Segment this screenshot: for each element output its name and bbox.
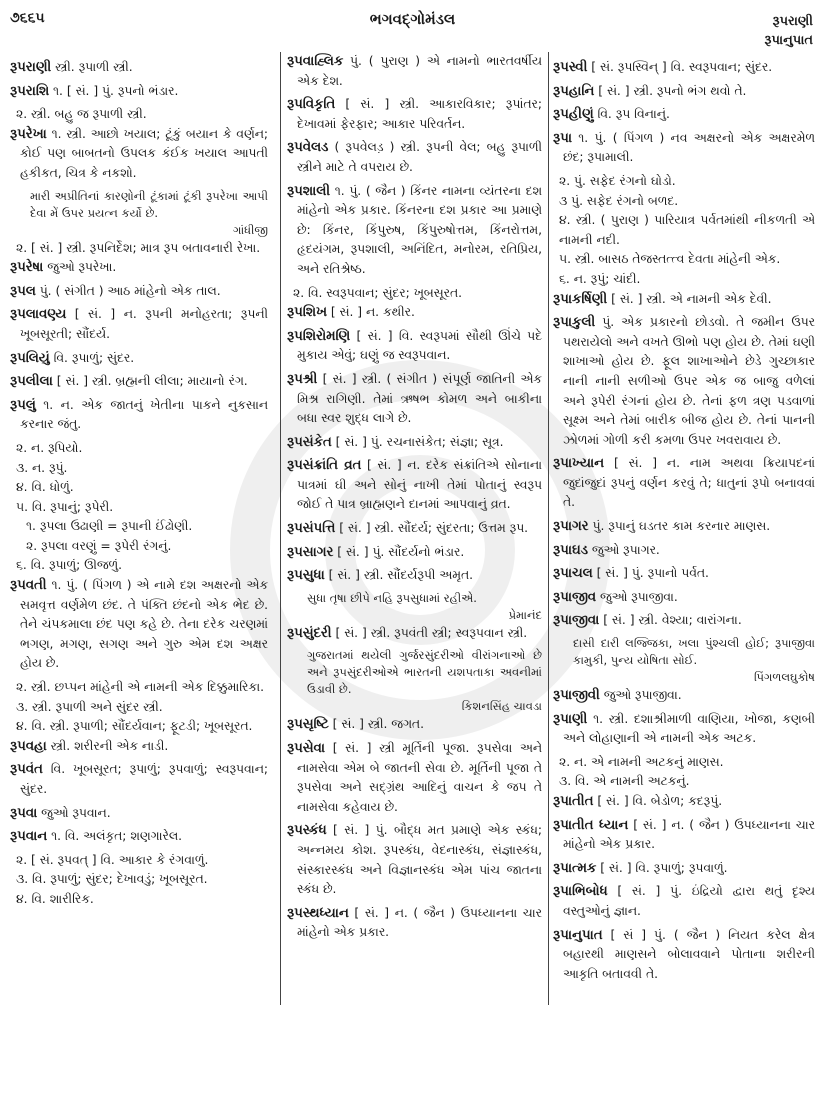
definition: [ સં ] પું. ( જૈન ) નિયત કરેલ ક્ષેત્ર બહારથી માણસને બોલાવવાને પોતાના શરીરની આકૃતિ બતાવવી તે. xyxy=(563,927,815,981)
column-2 xyxy=(280,52,549,1005)
sub-definition: ૩. સ્ત્રી. રૂપાળી અને સુંદર સ્ત્રી. xyxy=(16,699,163,714)
definition: ૧. સ્ત્રી. આછો ખયાલ; ટૂંકું બયાન કે વર્ણન; કોઈ પણ બાબતનો ઉપલક કંઈક ખયાલ આપતી હકીકત, ચિત્ર કે નકશો. xyxy=(20,126,268,180)
dictionary-entry xyxy=(10,827,268,847)
quote-attribution: ગાંધીજી xyxy=(232,222,268,237)
definition: જુઓ રૂપાજીવા. xyxy=(599,589,678,604)
dictionary-entry xyxy=(287,138,542,177)
headword: રૂપાજીવી xyxy=(553,688,600,704)
dictionary-entry xyxy=(553,517,815,537)
dictionary-entry xyxy=(287,52,542,91)
dictionary-entry xyxy=(553,129,815,168)
definition: [ સં. ] સ્ત્રી. આકારવિકાર; રૂપાંતર; દેખાવમાં ફેરફાર; આકાર પરિવર્તન. xyxy=(297,97,542,131)
definition: [ સં. ] સ્ત્રી. વેશ્યા; વારાંગના. xyxy=(603,613,742,628)
dictionary-entry xyxy=(10,305,268,344)
sub-definition: ૬. વિ. રૂપાળું; ઊજળું. xyxy=(16,558,122,573)
dictionary-entry xyxy=(553,588,815,608)
column-1 xyxy=(10,58,268,1073)
headword: રૂપલ xyxy=(10,283,36,299)
definition: સ્ત્રી. શરીરની એક નાડી. xyxy=(50,738,169,753)
definition: સ્ત્રી. રૂપાળી સ્ત્રી. xyxy=(55,60,133,74)
sub-definition: ૨. સ્ત્રી. બહુ જ રૂપાળી સ્ત્રી. xyxy=(16,107,147,122)
definition: [ સં. ] સ્ત્રી. એ નામની એક દેવી. xyxy=(611,291,772,306)
headword: રૂપલાવણ્ય xyxy=(10,307,67,323)
page-number: ૭૬૬૫ xyxy=(10,10,45,26)
definition: ૧. પું. ( જૈન ) કિંનર નામના વ્યંતરના દશ માંહેનો એક પ્રકાર. કિંનરના દશ પ્રકાર આ પ્રમાણે છે: કિંનર, કિંપુરુષ, કિંપુરુષોત્તમ, કિંનરોત્તમ, હૃદયંગમ, રૂપશાલી, અનિંદિત, મનોરમ, રતિપ્રિય, અને રતિશ્રેષ્ઠ. xyxy=(297,183,542,276)
sub-definition: ૫. વિ. રૂપાનું; રૂપેરી. xyxy=(16,499,114,514)
headword: રૂપાત્મક xyxy=(553,860,597,876)
headword: રૂપરાશિ xyxy=(10,83,50,99)
headword: રૂપાનુપાત xyxy=(553,927,603,943)
headword: રૂપશિખ xyxy=(287,305,327,321)
definition: [ સં. ] સ્ત્રી. રૂપવંતી સ્ત્રી; સ્વરૂપવાન સ્ત્રી. xyxy=(335,625,528,640)
definition: [ સં. ] ન. રૂપની મનોહરતા; રૂપની ખૂબસૂરતી; સૌંદર્ય. xyxy=(20,307,268,341)
definition: વિ. ખૂબસૂરત; રૂપાળું; રૂપવાળું; સ્વરૂપવાન; સુંદર. xyxy=(20,762,268,796)
dictionary-entry xyxy=(553,882,815,921)
sub-definition: ૪. વિ. સ્ત્રી. રૂપાળી; સૌંદર્યવાન; ફૂટડી; ખૂબસૂરત. xyxy=(16,719,253,734)
sub-definition: ૨. રૂપલા વરણું = રૂપેરી રંગનું. xyxy=(26,538,172,553)
dictionary-entry xyxy=(287,739,542,817)
quote-text: મારી અપ્રીતિનાં કારણોની ટૂંકામાં ટૂંકી રૂપરેખા આપી દેવા મેં ઉપર પ્રયત્ન કર્યો છે. xyxy=(30,188,268,220)
definition: [ સં. ] ન. ( જૈન ) ઉપધ્યાનના ચાર માંહેનો એક પ્રકાર. xyxy=(297,905,542,940)
headword: રૂપવા xyxy=(10,805,38,821)
sub-definition: ૨. વિ. સ્વરૂપવાન; સુંદર; ખૂબસૂરત. xyxy=(293,285,463,300)
sub-definition: ૨. ન. એ નામની અટકનું માણસ. xyxy=(559,754,724,769)
sub-definition: ૨. સ્ત્રી. છપ્પન માંહેની એ નામની એક દિક્કુમારિકા. xyxy=(16,680,265,695)
definition: વિ. રૂપાળું; સુંદર. xyxy=(53,350,135,365)
definition: [ સં. ] સ્ત્રી. સૌંદર્ય; સુંદરતા; ઉત્તમ રૂપ. xyxy=(339,521,529,536)
dictionary-entry xyxy=(10,737,268,757)
dictionary-entry xyxy=(287,543,542,563)
dictionary-entry xyxy=(287,433,542,453)
definition: પું. રૂપાનું ઘડતર કામ કરનાર માણસ. xyxy=(592,519,771,534)
headword: રૂપલિયું xyxy=(10,350,50,366)
definition: ૧. વિ. અલંકૃત; શણગારેલ. xyxy=(51,829,183,844)
headword: રૂપસુધા xyxy=(287,568,325,584)
headword: રૂપસ્કંધ xyxy=(287,823,327,839)
definition: [ સં. ] ન. કથીર. xyxy=(330,305,415,320)
definition: જુઓ રૂપાગર. xyxy=(591,542,660,557)
sub-definition: ૩. ન. રૂપું. xyxy=(16,460,68,475)
sub-definition: ૩. વિ. એ નામની અટકનું. xyxy=(559,774,690,789)
sub-definition: ૪. વિ. ધોળું. xyxy=(16,480,74,495)
dictionary-entry xyxy=(10,372,268,392)
dictionary-entry xyxy=(553,926,815,985)
dictionary-entry xyxy=(287,456,542,515)
definition: ૧. પું. ( પિંગળ ) નવ અક્ષરનો એક અક્ષરમેળ છંદ; રૂપામાલી. xyxy=(563,130,815,165)
headword: રૂપશાલી xyxy=(287,183,331,199)
dictionary-entry xyxy=(287,95,542,134)
headword: રૂપવાન xyxy=(10,829,48,845)
headword: રૂપાતીત xyxy=(553,794,594,809)
sub-definition: ૩. વિ. રૂપાળું; સુંદર; દેખાવડું; ખૂબસૂરત. xyxy=(16,872,208,887)
quote-attribution: પ્રેમાનંદ xyxy=(508,607,542,622)
dictionary-entry xyxy=(10,258,268,278)
citation-quote xyxy=(287,647,542,715)
dictionary-entry xyxy=(10,760,268,799)
sub-definition: ૨. [ સં. ] સ્ત્રી. રૂપનિર્દેશ; માત્ર રૂપ બતાવનારી રેખા. xyxy=(16,240,261,255)
dictionary-entry xyxy=(553,454,815,513)
dictionary-entry xyxy=(287,821,542,899)
headword: રૂપવાહ્લિક xyxy=(287,54,344,69)
headword: રૂપલું xyxy=(10,397,36,413)
dictionary-entry xyxy=(287,182,542,280)
definition: [ સં. ] વિ. રૂપાળું; રૂપવાળું. xyxy=(600,860,728,875)
headword: રૂપાચલ xyxy=(553,566,593,582)
column-3 xyxy=(553,58,815,1073)
guide-word-last: રૂપાનુપાત xyxy=(764,33,813,48)
definition: [ સં. ] સ્ત્રી. જગત. xyxy=(332,717,424,732)
sub-definition: ૩ પું. સફેદ રંગનો બળદ. xyxy=(559,193,679,208)
definition: [ સં. ] પું. રચનાસંકેત; સંજ્ઞા; સૂત્ર. xyxy=(335,434,504,449)
dictionary-entry xyxy=(287,370,542,429)
headword: રૂપરેખા xyxy=(10,126,47,142)
headword: રૂપસ્વી xyxy=(553,60,588,75)
dictionary-entry xyxy=(10,349,268,369)
definition: [ સં. ] પું. સૌંદર્યનો ભંડાર. xyxy=(337,544,465,559)
sub-definition: ૬. ન. રૂપું; ચાંદી. xyxy=(559,271,641,286)
dictionary-entry xyxy=(553,792,815,812)
dictionary-entry xyxy=(10,576,268,674)
headword: રૂપાખ્યાન xyxy=(553,456,605,472)
dictionary-entry xyxy=(553,105,815,125)
definition: ૧. ન. એક જાતનું ખેતીના પાકને નુકસાન કરનાર જંતુ. xyxy=(20,397,269,432)
dictionary-entry xyxy=(553,541,815,561)
dictionary-entry xyxy=(287,624,542,644)
headword: રૂપાજીવા xyxy=(553,613,600,629)
dictionary-entry xyxy=(553,290,815,310)
headword: રૂપસંક્રાંતિ વ્રત xyxy=(287,458,362,474)
dictionary-entry xyxy=(553,816,815,855)
headword: રૂપવિકૃતિ xyxy=(287,97,336,113)
quote-text: સુધા તૃષા છીપે નહિ રૂપસુધામાં રહીએ. xyxy=(307,590,477,605)
dictionary-entry xyxy=(10,804,268,824)
sub-definition: ૪. વિ. શારીરિક. xyxy=(16,891,94,906)
definition: [ સં. ] ન. ( જૈન ) ઉપધ્યાનના ચાર માંહેનો એક પ્રકાર. xyxy=(563,817,815,852)
dictionary-entry xyxy=(287,327,542,366)
headword: રૂપહાનિ xyxy=(553,83,595,99)
running-title: ભગવદ્ગોમંડલ xyxy=(369,10,456,28)
definition: [ સં. ] સ્ત્રી. સૌંદર્યરૂપી અમૃત. xyxy=(328,568,474,583)
dictionary-entry xyxy=(553,82,815,102)
headword: રૂપવેલડ xyxy=(287,140,329,156)
dictionary-entry xyxy=(10,58,268,78)
dictionary-entry xyxy=(553,859,815,879)
headword: રૂપલીલા xyxy=(10,374,53,390)
dictionary-entry xyxy=(10,125,268,184)
headword: રૂપરાણી xyxy=(10,60,52,75)
dictionary-entry xyxy=(553,611,815,631)
headword: રૂપરેષા xyxy=(10,260,44,276)
headword: રૂપસાગર xyxy=(287,544,334,560)
dictionary-entry xyxy=(287,715,542,735)
definition: પું. ( પુરાણ ) એ નામનો ભારતવર્ષીય એક દેશ. xyxy=(297,54,542,88)
quote-text: ગુજરાતમાં થયેલી ગુર્જરસુંદરીઓ વીરાંગનાઓ છે અને રૂપસુંદરીઓએ ભારતની યશપતાકા અવનીમાં ઉડાવી છે. xyxy=(307,648,542,697)
headword: રૂપાણી xyxy=(553,711,588,727)
definition: [ સં. ] સ્ત્રી. બ્રહ્મની લીલા; માયાનો રંગ. xyxy=(56,374,248,389)
guide-words xyxy=(765,12,813,50)
citation-quote xyxy=(10,188,268,239)
dictionary-entry xyxy=(553,313,815,450)
headword: રૂપશ્રી xyxy=(287,371,318,387)
quote-attribution: પિંગળલઘુકોષ xyxy=(753,670,815,685)
quote-text: દાસી દારી લજ્જિકા, ખલા પુંશ્ચલી હોઈ; રૂપાજીવા કામુકી, પુન્ય યોષિતા સોઈ. xyxy=(573,636,815,668)
citation-quote xyxy=(553,635,815,686)
sub-definition: ૨. [ સં. રૂપવત્ ] વિ. આકાર કે રંગવાળું. xyxy=(16,852,209,867)
headword: રૂપાઘડ xyxy=(553,542,588,558)
dictionary-entry xyxy=(553,58,815,78)
definition: [ સં. ] સ્ત્રી મૂર્તિની પૂજા. રૂપસેવા અને નામસેવા એમ બે જાતની સેવા છે. મૂર્તિની પૂજા તે રૂપસેવા અને સદ્ગ્રંથ આદિનું વાચન કે જપ તે નામસેવા કહેવાય છે. xyxy=(297,741,542,814)
definition: પું. ( સંગીત ) આઠ માંહેનો એક તાલ. xyxy=(39,283,221,298)
definition: પું. એક પ્રકારનો છોડવો. તે જમીન ઉપર પથરાયેલો અને વખતે ઊભો પણ હોય છે. તેમાં ઘણી શાખાઓ હોય છે. ફૂલ શાખાઓને છેડે ગુચ્છાકાર નાની નાની સળીઓ ઉપર એક જ બાજુ વળેલાં અને રૂપેરી રંગનાં હોય છે. તેનાં ફળ ત્રણ પડવાળાં સૂક્ષ્મ અને તેમાં બારીક બીજ હોય છે. તેનાં પાનની ઝોળમાં ગોળી કરી કમળા ઉપર ખવરાવાય છે. xyxy=(563,315,815,447)
sub-definition: ૨. ન. રૂપિયો. xyxy=(16,440,83,455)
sub-definition: ૫. સ્ત્રી. બાસઠ તેજસ્તત્ત્વ દેવતા માંહેની એક. xyxy=(559,252,781,267)
headword: રૂપાકુલી xyxy=(553,315,596,331)
dictionary-entry xyxy=(553,686,815,706)
headword: રૂપસૃષ્ટિ xyxy=(287,717,329,733)
definition: [ સં. ] સ્ત્રી. ( સંગીત ) સંપૂર્ણ જાતિની એક મિશ્ર રાગિણી. તેમાં ઋષભ કોમળ અને બાકીના બધા સ્વર શુદ્ધ લાગે છે. xyxy=(297,371,542,426)
headword: રૂપસંકેત xyxy=(287,434,332,450)
headword: રૂપસેવા xyxy=(287,741,326,757)
quote-attribution: કિશનસિંહ ચાવડા xyxy=(461,699,542,714)
headword: રૂપવતી xyxy=(10,578,47,594)
definition: ૧. પું. ( પિંગળ ) એ નામે દશ અક્ષરનો એક સમવૃત્ત વર્ણમેળ છંદ. તે પંક્તિ છંદનો એક ભેદ છે. તેને ચંપકમાલા છંદ પણ કહે છે. તેના દરેક ચરણમાં ભગણ, મગણ, સગણ અને ગુરુ એમ દશ અક્ષર હોય છે. xyxy=(20,578,268,671)
dictionary-entry xyxy=(553,564,815,584)
dictionary-entry xyxy=(10,396,268,435)
definition: [ સં. ] સ્ત્રી. રૂપનો ભંગ થવો તે. xyxy=(598,83,747,98)
guide-word-first: રૂપરાણી xyxy=(772,14,813,29)
headword: રૂપસ્થધ્યાન xyxy=(287,905,349,921)
dictionary-entry xyxy=(287,566,542,586)
headword: રૂપાગર xyxy=(553,519,589,535)
definition: જુઓ રૂપરેખા. xyxy=(47,260,117,275)
headword: રૂપસુંદરી xyxy=(287,625,332,641)
headword: રૂપાભિબોધ xyxy=(553,884,608,900)
definition: [ સં. ] પું. ઇંદ્રિયો દ્વારા થતું દૃશ્ય વસ્તુઓનું જ્ઞાન. xyxy=(563,884,815,918)
headword: રૂપશિરોમણિ xyxy=(287,328,351,344)
dictionary-entry xyxy=(10,282,268,302)
dictionary-entry xyxy=(287,904,542,943)
definition: જુઓ રૂપવાન. xyxy=(41,805,111,820)
definition: ૧. [ સં. ] પું. રૂપનો ભંડાર. xyxy=(53,83,179,98)
dictionary-entry xyxy=(287,519,542,539)
definition: [ સં. ] વિ. બેડોળ; કદરૂપું. xyxy=(597,794,723,808)
definition: [ સં. ] પું. રૂપાનો પર્વત. xyxy=(596,566,709,581)
sub-definition: ૨. પું. સફેદ રંગનો ઘોડો. xyxy=(559,173,676,188)
definition: વિ. રૂપ વિનાનું. xyxy=(597,107,670,122)
definition: જુઓ રૂપાજીવા. xyxy=(603,688,682,703)
definition: [ સં. ] ન. નામ અથવા ક્રિયાપદનાં જુદાંજુદાં રૂપનું વર્ણન કરવું તે; ધાતુનાં રૂપો બનાવવાં તે. xyxy=(563,456,815,510)
citation-quote xyxy=(287,590,542,624)
headword: રૂપવંત xyxy=(10,762,43,778)
definition: ( રૂપવેલડ઼ ) સ્ત્રી. રૂપની વેલ; બહુ રૂપાળી સ્ત્રીને માટે તે વપરાય છે. xyxy=(297,140,542,174)
definition: [ સં. ] પું. બૌદ્ધ મત પ્રમાણે એક સ્કંધ; અન્નમય કોશ. રૂપસ્કંધ, વેદનાસ્કંધ, સંજ્ઞાસ્કંધ, સંસ્કારસ્કંધ અને વિજ્ઞાનસ્કંધ એમ પાંચ જાતના સ્કંધ છે. xyxy=(297,823,542,897)
headword: રૂપસંપત્તિ xyxy=(287,521,336,537)
headword: રૂપવહા xyxy=(10,738,47,754)
headword: રૂપાજીવ xyxy=(553,589,597,605)
definition: [ સં. રૂપસ્વિન્ ] વિ. સ્વરૂપવાન; સુંદર. xyxy=(591,60,773,74)
sub-definition: ૪. સ્ત્રી. ( પુરાણ ) પારિયાત્ર પર્વતમાંથી નીકળતી એ નામની નદી. xyxy=(559,213,815,247)
definition: [ સં. ] વિ. સ્વરૂપમાં સૌથી ઊંચે પદે મુકાય એવું; ઘણું જ સ્વરૂપવાન. xyxy=(297,328,542,363)
definition: [ સં. ] ન. દરેક સંક્રાંતિએ સોનાના પાત્રમાં ઘી અને સોનું નાખી તેમાં પોતાનું સ્વરૂપ જોઈ તે પાત્ર બ્રાહ્મણને દાનમાં આપવાનું વ્રત. xyxy=(297,458,542,512)
headword: રૂપાકર્ષિણી xyxy=(553,291,608,307)
dictionary-entry xyxy=(553,710,815,749)
headword: રૂપા xyxy=(553,130,572,146)
headword: રૂપાતીત ધ્યાન xyxy=(553,817,629,833)
dictionary-entry xyxy=(287,303,542,323)
dictionary-entry xyxy=(10,82,268,102)
sub-definition: ૧. રૂપલા ઉઢાણી = રૂપાની ઈંઢોણી. xyxy=(26,519,193,534)
definition: ૧. સ્ત્રી. દશાશ્રીમાળી વાણિયા, ખોજા, કણબી અને લોહાણાની એ નામની એક અટક. xyxy=(563,711,815,746)
headword: રૂપહીણું xyxy=(553,107,594,123)
